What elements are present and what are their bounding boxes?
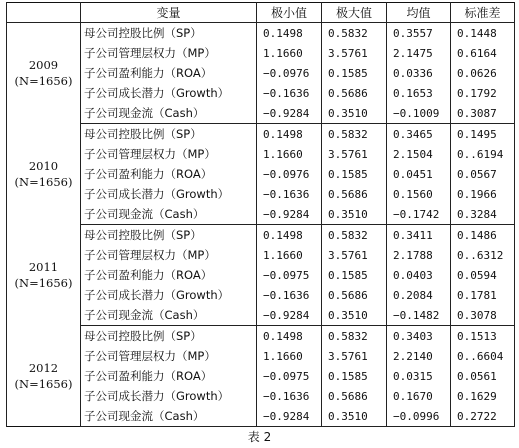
sd-value-cell: 0.1792 xyxy=(451,83,515,103)
mean-value-cell: 0.3403 xyxy=(387,326,451,347)
min-value-cell: −0.0976 xyxy=(257,164,322,184)
max-value-cell: 0.5686 xyxy=(322,184,387,204)
table-row xyxy=(7,285,515,305)
variable-name-cell: 子公司成长潜力（Growth） xyxy=(81,83,257,103)
mean-value-cell: 0.1653 xyxy=(387,83,451,103)
table-body xyxy=(7,23,515,427)
table-row xyxy=(7,83,515,103)
sample-size-label: (N=1656) xyxy=(14,276,73,290)
year-group-cell xyxy=(7,124,81,225)
variable-name-cell: 子公司成长潜力（Growth） xyxy=(81,386,257,406)
min-value-cell: 0.1498 xyxy=(257,124,322,145)
header-mean: 均值 xyxy=(387,3,451,23)
variable-name-cell: 母公司控股比例（SP） xyxy=(81,225,257,246)
mean-value-cell: 0.0403 xyxy=(387,265,451,285)
min-value-cell: 1.1660 xyxy=(257,245,322,265)
table-row xyxy=(7,326,515,347)
variable-name-cell: 子公司现金流（Cash） xyxy=(81,305,257,326)
variable-name-cell: 子公司管理层权力（MP） xyxy=(81,43,257,63)
variable-name-cell: 子公司现金流（Cash） xyxy=(81,406,257,427)
min-value-cell: 1.1660 xyxy=(257,144,322,164)
min-value-cell: −0.0976 xyxy=(257,63,322,83)
table-row xyxy=(7,103,515,124)
year-label: 2012 xyxy=(28,360,59,375)
max-value-cell: 0.1585 xyxy=(322,63,387,83)
variable-name-cell: 母公司控股比例（SP） xyxy=(81,124,257,145)
year-label: 2010 xyxy=(28,159,59,173)
sd-value-cell: 0.2722 xyxy=(451,406,515,427)
mean-value-cell: 0.0315 xyxy=(387,366,451,386)
variable-name-cell: 子公司盈利能力（ROA） xyxy=(81,366,257,386)
min-value-cell: −0.0975 xyxy=(257,366,322,386)
max-value-cell: 0.1585 xyxy=(322,265,387,285)
table-row xyxy=(7,305,515,326)
min-value-cell: −0.1636 xyxy=(257,386,322,406)
header-year xyxy=(7,3,81,23)
mean-value-cell: −0.0996 xyxy=(387,406,451,427)
year-group-cell xyxy=(7,225,81,326)
table-row xyxy=(7,63,515,83)
mean-value-cell: 0.3411 xyxy=(387,225,451,246)
header-sd: 标准差 xyxy=(451,3,515,23)
statistics-table-container xyxy=(6,2,514,427)
max-value-cell: 0.5686 xyxy=(322,285,387,305)
table-row xyxy=(7,366,515,386)
max-value-cell: 0.1585 xyxy=(322,164,387,184)
sample-size-label: (N=1656) xyxy=(14,74,73,89)
table-header-row xyxy=(7,3,515,23)
table-row xyxy=(7,386,515,406)
mean-value-cell: 0.1560 xyxy=(387,184,451,204)
year-group-cell xyxy=(7,23,81,124)
table-row xyxy=(7,184,515,204)
max-value-cell: 3.5761 xyxy=(322,245,387,265)
mean-value-cell: 0.0336 xyxy=(387,63,451,83)
sd-value-cell: 0..6604 xyxy=(451,346,515,366)
descriptive-statistics-table xyxy=(6,2,515,427)
mean-value-cell: 0.1670 xyxy=(387,386,451,406)
min-value-cell: 1.1660 xyxy=(257,43,322,63)
mean-value-cell: 2.2140 xyxy=(387,346,451,366)
sd-value-cell: 0.1513 xyxy=(451,326,515,347)
min-value-cell: −0.0975 xyxy=(257,265,322,285)
min-value-cell: −0.1636 xyxy=(257,83,322,103)
sd-value-cell: 0.1966 xyxy=(451,184,515,204)
variable-name-cell: 子公司管理层权力（MP） xyxy=(81,245,257,265)
variable-name-cell: 子公司现金流（Cash） xyxy=(81,204,257,225)
sd-value-cell: 0.1781 xyxy=(451,285,515,305)
max-value-cell: 3.5761 xyxy=(322,346,387,366)
header-max: 极大值 xyxy=(322,3,387,23)
sd-value-cell: 0.1495 xyxy=(451,124,515,145)
sd-value-cell: 0.1448 xyxy=(451,23,515,44)
sd-value-cell: 0.1486 xyxy=(451,225,515,246)
min-value-cell: −0.1636 xyxy=(257,285,322,305)
sd-value-cell: 0.3284 xyxy=(451,204,515,225)
variable-name-cell: 子公司盈利能力（ROA） xyxy=(81,265,257,285)
mean-value-cell: 0.2084 xyxy=(387,285,451,305)
variable-name-cell: 子公司成长潜力（Growth） xyxy=(81,184,257,204)
mean-value-cell: 2.1475 xyxy=(387,43,451,63)
min-value-cell: −0.9284 xyxy=(257,204,322,225)
year-label: 2011 xyxy=(28,260,59,274)
table-row xyxy=(7,225,515,246)
min-value-cell: 0.1498 xyxy=(257,326,322,347)
header-min: 极小值 xyxy=(257,3,322,23)
table-row xyxy=(7,265,515,285)
variable-name-cell: 子公司现金流（Cash） xyxy=(81,103,257,124)
year-group-cell xyxy=(7,326,81,427)
max-value-cell: 0.3510 xyxy=(322,406,387,427)
mean-value-cell: −0.1742 xyxy=(387,204,451,225)
mean-value-cell: 2.1504 xyxy=(387,144,451,164)
table-row xyxy=(7,144,515,164)
sd-value-cell: 0.3078 xyxy=(451,305,515,326)
max-value-cell: 0.5832 xyxy=(322,23,387,44)
max-value-cell: 0.3510 xyxy=(322,305,387,326)
mean-value-cell: 0.3557 xyxy=(387,23,451,44)
sd-value-cell: 0..6194 xyxy=(451,144,515,164)
mean-value-cell: −0.1009 xyxy=(387,103,451,124)
header-variable: 变量 xyxy=(81,3,257,23)
sample-size-label: (N=1656) xyxy=(14,175,73,189)
sd-value-cell: 0.0594 xyxy=(451,265,515,285)
table-row xyxy=(7,164,515,184)
min-value-cell: −0.9284 xyxy=(257,406,322,427)
table-row xyxy=(7,346,515,366)
table-row xyxy=(7,43,515,63)
table-row xyxy=(7,245,515,265)
max-value-cell: 3.5761 xyxy=(322,43,387,63)
variable-name-cell: 子公司盈利能力（ROA） xyxy=(81,63,257,83)
table-row xyxy=(7,124,515,145)
sd-value-cell: 0.6164 xyxy=(451,43,515,63)
sd-value-cell: 0.1629 xyxy=(451,386,515,406)
year-label: 2009 xyxy=(28,58,59,73)
min-value-cell: −0.9284 xyxy=(257,305,322,326)
sd-value-cell: 0..6312 xyxy=(451,245,515,265)
table-row xyxy=(7,23,515,44)
min-value-cell: 0.1498 xyxy=(257,23,322,44)
min-value-cell: 0.1498 xyxy=(257,225,322,246)
min-value-cell: −0.1636 xyxy=(257,184,322,204)
sample-size-label: (N=1656) xyxy=(14,376,73,391)
max-value-cell: 0.3510 xyxy=(322,204,387,225)
variable-name-cell: 子公司成长潜力（Growth） xyxy=(81,285,257,305)
sd-value-cell: 0.3087 xyxy=(451,103,515,124)
max-value-cell: 0.5686 xyxy=(322,83,387,103)
max-value-cell: 0.3510 xyxy=(322,103,387,124)
table-row xyxy=(7,406,515,427)
max-value-cell: 0.5832 xyxy=(322,225,387,246)
mean-value-cell: 0.3465 xyxy=(387,124,451,145)
max-value-cell: 0.5832 xyxy=(322,326,387,347)
max-value-cell: 0.1585 xyxy=(322,366,387,386)
max-value-cell: 3.5761 xyxy=(322,144,387,164)
min-value-cell: −0.9284 xyxy=(257,103,322,124)
sd-value-cell: 0.0561 xyxy=(451,366,515,386)
variable-name-cell: 母公司控股比例（SP） xyxy=(81,326,257,347)
table-row xyxy=(7,204,515,225)
variable-name-cell: 子公司管理层权力（MP） xyxy=(81,346,257,366)
variable-name-cell: 母公司控股比例（SP） xyxy=(81,23,257,44)
sd-value-cell: 0.0567 xyxy=(451,164,515,184)
max-value-cell: 0.5832 xyxy=(322,124,387,145)
mean-value-cell: 0.0451 xyxy=(387,164,451,184)
variable-name-cell: 子公司管理层权力（MP） xyxy=(81,144,257,164)
mean-value-cell: −0.1482 xyxy=(387,305,451,326)
min-value-cell: 1.1660 xyxy=(257,346,322,366)
variable-name-cell: 子公司盈利能力（ROA） xyxy=(81,164,257,184)
mean-value-cell: 2.1788 xyxy=(387,245,451,265)
table-caption: 表 2 xyxy=(247,430,272,444)
sd-value-cell: 0.0626 xyxy=(451,63,515,83)
max-value-cell: 0.5686 xyxy=(322,386,387,406)
